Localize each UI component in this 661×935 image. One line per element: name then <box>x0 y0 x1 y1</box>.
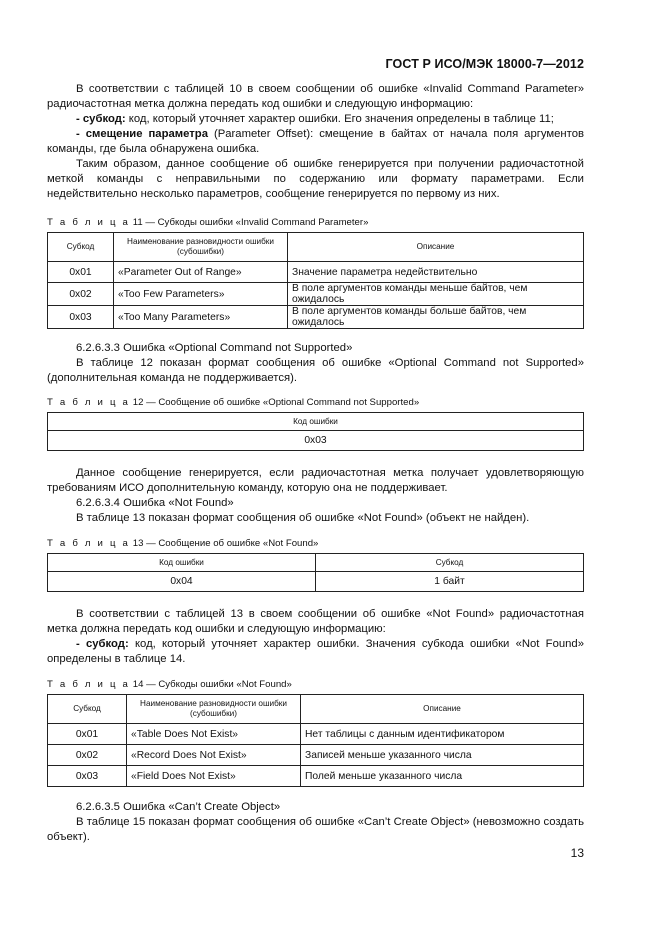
table13-caption <box>47 538 584 550</box>
section-heading: 6.2.6.3.4 Ошибка «Not Found» <box>76 497 234 509</box>
caption-prefix: Т а б л и ц а <box>47 397 131 408</box>
table-cell: «Table Does Not Exist» <box>127 724 301 745</box>
table12-caption <box>47 397 584 409</box>
table-header-cell: Субкод <box>48 233 114 262</box>
table14-caption <box>47 679 584 691</box>
table-cell: 1 байт <box>316 572 584 592</box>
document-header: ГОСТ Р ИСО/МЭК 18000-7—2012 <box>385 57 584 71</box>
paragraph: В таблице 12 показан формат сообщения об ошибке «Optional Command not Supported» (дополнительная команда не поддерживается). <box>47 357 584 384</box>
caption-prefix: Т а б л и ц а <box>47 538 131 549</box>
caption-text: 11 — Субкоды ошибки «Invalid Command Parameter» <box>130 217 369 228</box>
paragraph: В таблице 13 показан формат сообщения об ошибке «Not Found» (объект не найден). <box>76 512 530 524</box>
table-header-cell: Описание <box>288 233 584 262</box>
table-cell: 0x01 <box>48 724 127 745</box>
table-row <box>48 745 584 766</box>
page-number: 13 <box>570 846 584 860</box>
table-row <box>48 572 584 592</box>
table-header-cell: Наименование разновидности ошибки (субошибки) <box>114 233 288 262</box>
bullet-label: - смещение параметра <box>76 128 208 140</box>
caption-prefix: Т а б л и ц а <box>47 217 131 228</box>
table-row <box>48 431 584 451</box>
table-cell: «Field Does Not Exist» <box>127 766 301 787</box>
table11 <box>47 232 584 329</box>
table-cell: 0x03 <box>48 431 584 451</box>
table-header-cell: Код ошибки <box>48 554 316 572</box>
table-cell: 0x01 <box>48 262 114 283</box>
bullet-parameter-offset <box>47 127 584 157</box>
section-heading: 6.2.6.3.5 Ошибка «Can’t Create Object» <box>76 801 281 813</box>
bullet-subcode <box>47 637 584 667</box>
table13 <box>47 553 584 592</box>
table-cell: «Too Few Parameters» <box>114 283 288 306</box>
table-cell: 0x03 <box>48 766 127 787</box>
table-cell: «Too Many Parameters» <box>114 306 288 329</box>
caption-text: 13 — Сообщение об ошибке «Not Found» <box>130 538 319 549</box>
table-cell: «Parameter Out of Range» <box>114 262 288 283</box>
table-cell: 0x03 <box>48 306 114 329</box>
page-content <box>47 82 584 845</box>
table-row <box>48 262 584 283</box>
paragraph-summary: Таким образом, данное сообщение об ошибке генерируется при получении радиочастотной меткой команды с неправильными по содержанию или формату параметрами. Если недействительно несколько параметров, сообщение генерируется по первому из них. <box>47 158 584 200</box>
table-cell: В поле аргументов команды больше байтов, чем ожидалось <box>288 306 584 329</box>
table-header-cell: Код ошибки <box>48 413 584 431</box>
paragraph: В таблице 15 показан формат сообщения об ошибке «Can’t Create Object» (невозможно создать объект). <box>47 816 584 843</box>
table-row <box>48 283 584 306</box>
table-header-cell: Субкод <box>48 695 127 724</box>
table-row <box>48 766 584 787</box>
section-heading: 6.2.6.3.3 Ошибка «Optional Command not Supported» <box>76 342 353 354</box>
bullet-label: - субкод: <box>76 113 126 125</box>
caption-text: 14 — Субкоды ошибки «Not Found» <box>130 679 292 690</box>
table-header-cell: Субкод <box>316 554 584 572</box>
table-row <box>48 724 584 745</box>
bullet-text: (Parameter Offset): смещение в байтах от начала поля аргументов команды, где была обнаружена ошибка. <box>47 128 584 155</box>
table-cell: Записей меньше указанного числа <box>301 745 584 766</box>
bullet-label: - субкод: <box>76 638 129 650</box>
table-header-cell: Описание <box>301 695 584 724</box>
paragraph: Данное сообщение генерируется, если радиочастотная метка получает удовлетворяющую требованиям ИСО дополнительную команду, которую она не поддерживает. <box>47 467 584 494</box>
paragraph-intro: В соответствии с таблицей 10 в своем сообщении об ошибке «Invalid Command Parameter» радиочастотная метка должна передать код ошибки и следующую информацию: <box>47 83 584 110</box>
table-header-cell: Наименование разновидности ошибки (субошибки) <box>127 695 301 724</box>
table-cell: Полей меньше указанного числа <box>301 766 584 787</box>
table14 <box>47 694 584 787</box>
table-cell: 0x02 <box>48 745 127 766</box>
table-row <box>48 306 584 329</box>
caption-text: 12 — Сообщение об ошибке «Optional Command not Supported» <box>130 397 420 408</box>
table-cell: 0x02 <box>48 283 114 306</box>
caption-prefix: Т а б л и ц а <box>47 679 131 690</box>
table-cell: Значение параметра недействительно <box>288 262 584 283</box>
bullet-subcode <box>47 112 584 127</box>
bullet-text: код, который уточняет характер ошибки. Значения субкода ошибки «Not Found» определены в таблице 14. <box>47 638 584 665</box>
table-cell: Нет таблицы с данным идентификатором <box>301 724 584 745</box>
bullet-text: код, который уточняет характер ошибки. Его значения определены в таблице 11; <box>125 113 554 125</box>
paragraph-intro: В соответствии с таблицей 13 в своем сообщении об ошибке «Not Found» радиочастотная метка должна передать код ошибки и следующую информацию: <box>47 608 584 635</box>
table12 <box>47 412 584 451</box>
table-cell: В поле аргументов команды меньше байтов, чем ожидалось <box>288 283 584 306</box>
table11-caption <box>47 217 584 229</box>
table-cell: 0x04 <box>48 572 316 592</box>
table-cell: «Record Does Not Exist» <box>127 745 301 766</box>
